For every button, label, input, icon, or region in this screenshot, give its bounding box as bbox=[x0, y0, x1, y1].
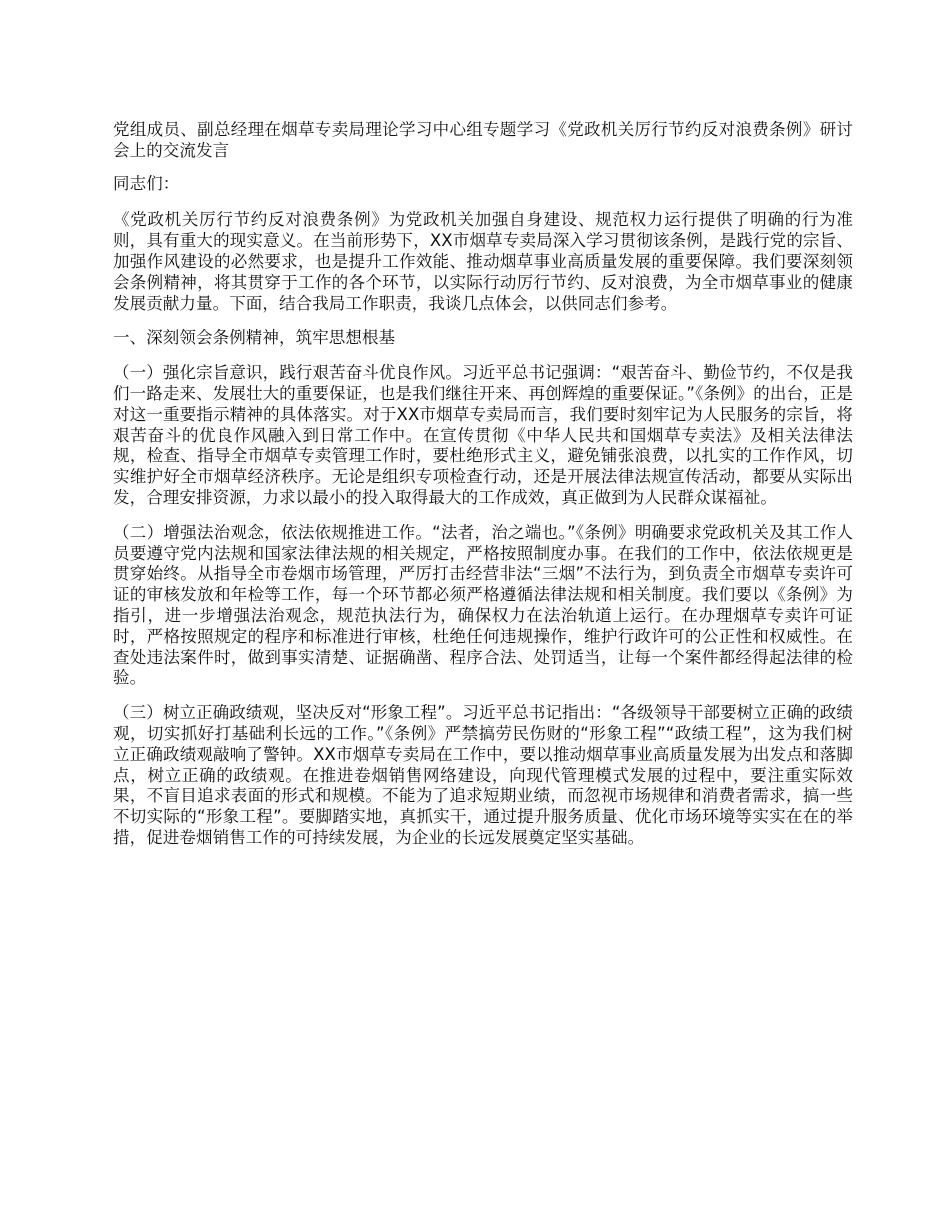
document-title: 党组成员、副总经理在烟草专卖局理论学习中心组专题学习《党政机关厉行节约反对浪费条例》研讨会上的交流发言 bbox=[113, 120, 853, 160]
paragraph-point-3: （三）树立正确政绩观，坚决反对“形象工程”。习近平总书记指出：“各级领导干部要树立正确的政绩观，切实抓好打基础利长远的工作。”《条例》严禁搞劳民伤财的“形象工程”“政绩工程”，这为我们树立正确政绩观敲响了警钟。XX市烟草专卖局在工作中，要以推动烟草事业高质量发展为出发点和落脚点，树立正确的政绩观。在推进卷烟销售网络建设，向现代管理模式发展的过程中，要注重实际效果，不盲目追求表面的形式和规模。不能为了追求短期业绩，而忽视市场规律和消费者需求，搞一些不切实际的“形象工程”。要脚踏实地，真抓实干，通过提升服务质量、优化市场环境等实实在在的举措，促进卷烟销售工作的可持续发展，为企业的长远发展奠定坚实基础。 bbox=[113, 703, 853, 847]
intro-paragraph: 《党政机关厉行节约反对浪费条例》为党政机关加强自身建设、规范权力运行提供了明确的行为准则，具有重大的现实意义。在当前形势下，XX市烟草专卖局深入学习贯彻该条例，是践行党的宗旨、加强作风建设的必然要求，也是提升工作效能、推动烟草事业高质量发展的重要保障。我们要深刻领会条例精神，将其贯穿于工作的各个环节，以实际行动厉行节约、反对浪费，为全市烟草事业的健康发展贡献力量。下面，结合我局工作职责，我谈几点体会，以供同志们参考。 bbox=[113, 210, 853, 313]
paragraph-point-2: （二）增强法治观念，依法依规推进工作。“法者，治之端也。”《条例》明确要求党政机关及其工作人员要遵守党内法规和国家法律法规的相关规定，严格按照制度办事。在我们的工作中，依法依规更是贯穿始终。从指导全市卷烟市场管理，严厉打击经营非法“三烟”不法行为，到负责全市烟草专卖许可证的审核发放和年检等工作，每一个环节都必须严格遵循法律法规和相关制度。我们要以《条例》为指引，进一步增强法治观念，规范执法行为，确保权力在法治轨道上运行。在办理烟草专卖许可证时，严格按照规定的程序和标准进行审核，杜绝任何违规操作，维护行政许可的公正性和权威性。在查处违法案件时，做到事实清楚、证据确凿、程序合法、处罚适当，让每一个案件都经得起法律的检验。 bbox=[113, 522, 853, 688]
document-page bbox=[113, 120, 853, 863]
paragraph-point-1: （一）强化宗旨意识，践行艰苦奋斗优良作风。习近平总书记强调：“艰苦奋斗、勤俭节约，不仅是我们一路走来、发展壮大的重要保证，也是我们继往开来、再创辉煌的重要保证。”《条例》的出台，正是对这一重要指示精神的具体落实。对于XX市烟草专卖局而言，我们要时刻牢记为人民服务的宗旨，将艰苦奋斗的优良作风融入到日常工作中。在宣传贯彻《中华人民共和国烟草专卖法》及相关法律法规，检查、指导全市烟草专卖管理工作时，要杜绝形式主义，避免铺张浪费，以扎实的工作作风，切实维护好全市烟草经济秩序。无论是组织专项检查行动，还是开展法律法规宣传活动，都要从实际出发，合理安排资源，力求以最小的投入取得最大的工作成效，真正做到为人民群众谋福祉。 bbox=[113, 363, 853, 507]
section-heading-1: 一、深刻领会条例精神，筑牢思想根基 bbox=[113, 328, 396, 348]
greeting: 同志们： bbox=[113, 173, 180, 193]
